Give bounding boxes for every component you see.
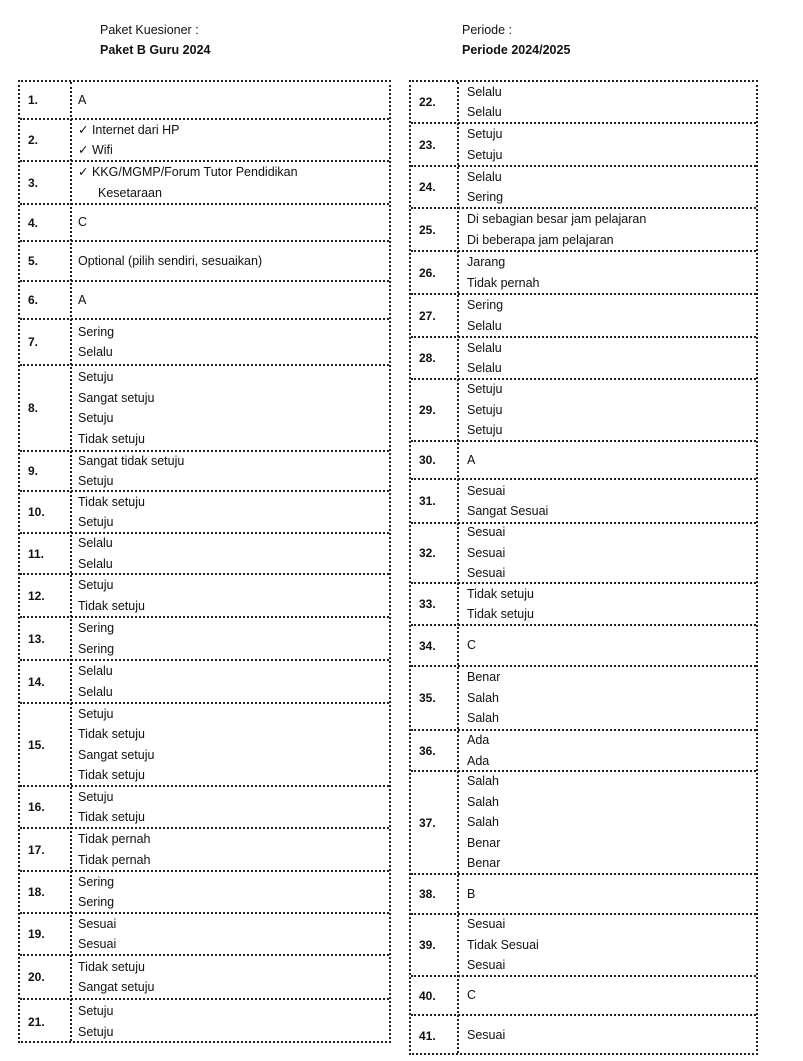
question-number: 15. [28, 737, 45, 752]
question-number: 7. [28, 335, 39, 349]
table-row [411, 915, 756, 977]
answer-line: Tidak setuju [78, 598, 145, 613]
answer-line: ✓ Wifi [78, 143, 113, 157]
question-number: 39. [419, 938, 436, 952]
answer-line: Setuju [78, 1004, 114, 1018]
table-row [20, 872, 389, 914]
question-number: 3. [28, 175, 39, 190]
answer-cell [78, 162, 385, 203]
table-row [411, 524, 756, 584]
answer-line: C [467, 638, 477, 653]
question-number: 11. [28, 546, 45, 561]
question-number: 6. [28, 293, 39, 307]
table-row [20, 242, 389, 282]
answer-cell [78, 704, 385, 785]
table-row [20, 205, 389, 242]
question-number: 18. [28, 885, 45, 899]
question-number: 25. [419, 222, 436, 237]
question-number: 2. [28, 133, 39, 147]
question-number: 20. [28, 970, 45, 984]
answer-line: Selalu [467, 361, 502, 375]
question-number: 1. [28, 93, 39, 107]
answer-line: Selalu [467, 84, 502, 99]
question-number: 32. [419, 546, 436, 560]
question-number: 33. [419, 597, 436, 611]
answer-line: Benar [467, 835, 501, 850]
paket-label: Paket Kuesioner : [100, 23, 199, 37]
answer-cell [467, 480, 752, 522]
answer-line: Setuju [78, 789, 114, 804]
table-row [20, 575, 389, 618]
table-row [20, 492, 389, 534]
answer-cell [467, 875, 752, 913]
answer-cell [78, 452, 385, 490]
answer-line: Sesuai [467, 545, 506, 560]
answer-line: Ada [467, 733, 490, 747]
answer-line: Salah [467, 794, 499, 809]
question-number: 17. [28, 842, 45, 857]
question-number: 34. [419, 638, 436, 653]
answer-line: Selalu [467, 105, 502, 119]
answer-line: Salah [467, 774, 499, 789]
answer-cell [467, 772, 752, 873]
answer-line: Tidak setuju [78, 768, 145, 782]
table-row [20, 162, 389, 205]
answer-cell [78, 120, 385, 160]
answer-line: ✓ Internet dari HP [78, 122, 180, 137]
answer-line: Sangat tidak setuju [78, 453, 185, 468]
periode-header [462, 20, 570, 60]
paket-header [100, 20, 210, 60]
answer-table-left [18, 80, 391, 1043]
answer-line: Tidak pernah [78, 852, 151, 867]
answer-line: Sesuai [467, 525, 506, 540]
answer-cell [467, 124, 752, 165]
table-row [411, 295, 756, 338]
table-row [411, 338, 756, 380]
answer-cell [467, 977, 752, 1014]
answer-line: Tidak setuju [78, 810, 145, 824]
question-number: 28. [419, 351, 436, 365]
question-number: 9. [28, 464, 39, 478]
answer-cell [467, 167, 752, 207]
answer-line: Setuju [467, 382, 503, 397]
table-row [20, 787, 389, 829]
answer-line: Setuju [78, 706, 114, 721]
answer-line: Sesuai [467, 917, 506, 932]
answer-cell [78, 492, 385, 532]
answer-line: A [78, 292, 87, 307]
question-number: 19. [28, 927, 45, 941]
answer-line: Tidak pernah [467, 275, 540, 290]
table-row [411, 380, 756, 442]
answer-line: Setuju [467, 147, 503, 162]
answer-line: Selalu [467, 318, 502, 333]
answer-table-right [409, 80, 758, 1055]
answer-line: B [467, 886, 476, 901]
answer-line: Kesetaraan [98, 185, 162, 200]
answer-line: Sangat setuju [78, 980, 155, 994]
table-row [20, 914, 389, 956]
answer-line: Tidak setuju [78, 959, 145, 974]
answer-line: Sesuai [78, 916, 117, 931]
answer-line: Salah [467, 815, 499, 830]
answer-cell [467, 915, 752, 975]
question-number: 5. [28, 254, 39, 268]
answer-cell [78, 242, 385, 280]
question-number: 27. [419, 308, 436, 323]
answer-cell [467, 338, 752, 378]
question-number: 26. [419, 265, 436, 280]
answer-line: Jarang [467, 255, 506, 269]
question-number: 30. [419, 453, 436, 467]
answer-line: Selalu [467, 340, 502, 355]
table-row [20, 829, 389, 872]
table-row [20, 618, 389, 661]
table-row [20, 320, 389, 366]
question-number: 10. [28, 505, 45, 519]
periode-value: Periode 2024/2025 [462, 43, 571, 57]
table-row [20, 120, 389, 162]
answer-line: Sesuai [467, 483, 506, 498]
table-row [20, 1000, 389, 1043]
answer-cell [78, 205, 385, 240]
question-number: 12. [28, 588, 45, 603]
answer-cell [467, 252, 752, 293]
answer-cell [78, 661, 385, 702]
answer-line: Sering [78, 324, 115, 339]
answer-line: Setuju [78, 370, 114, 384]
answer-line: Ada [467, 753, 490, 768]
question-number: 16. [28, 800, 45, 814]
answer-cell [467, 82, 752, 122]
answer-line: Sesuai [467, 566, 506, 581]
answer-cell [78, 872, 385, 912]
question-number: 13. [28, 631, 45, 646]
answer-line: A [467, 452, 476, 467]
answer-cell [467, 626, 752, 665]
answer-line: Setuju [78, 411, 114, 425]
answer-line: Sangat setuju [78, 747, 155, 762]
paket-value: Paket B Guru 2024 [100, 43, 211, 57]
table-row [20, 704, 389, 787]
answer-line: Tidak setuju [78, 727, 145, 741]
answer-line: Sering [78, 895, 115, 909]
table-row [411, 82, 756, 124]
answer-cell [467, 295, 752, 336]
question-number: 23. [419, 137, 436, 152]
table-row [20, 82, 389, 120]
answer-line: Setuju [78, 1024, 114, 1039]
answer-cell [467, 442, 752, 478]
answer-line: Di beberapa jam pelajaran [467, 232, 614, 247]
answer-line: Tidak setuju [467, 607, 534, 621]
answer-line: Sering [78, 641, 115, 656]
answer-cell [467, 731, 752, 770]
answer-line: Benar [467, 670, 501, 685]
answer-line: Sering [78, 874, 115, 889]
answer-line: Selalu [467, 169, 502, 184]
answer-cell [78, 82, 385, 118]
question-number: 14. [28, 674, 45, 689]
table-row [411, 667, 756, 731]
table-row [20, 661, 389, 704]
answer-line: Tidak setuju [467, 586, 534, 601]
answer-cell [467, 380, 752, 440]
answer-line: C [78, 215, 88, 230]
table-row [411, 442, 756, 480]
answer-line: C [467, 988, 477, 1003]
answer-line: Tidak setuju [78, 494, 145, 509]
table-row [411, 772, 756, 875]
answer-cell [78, 366, 385, 450]
question-number: 31. [419, 494, 436, 508]
answer-line: Sering [467, 190, 504, 204]
question-number: 8. [28, 401, 39, 415]
table-row [20, 534, 389, 575]
answer-line: Optional (pilih sendiri, sesuaikan) [78, 253, 263, 268]
question-number: 4. [28, 215, 39, 230]
answer-cell [78, 282, 385, 318]
answer-line: ✓ KKG/MGMP/Forum Tutor Pendidikan [78, 165, 298, 179]
answer-line: Setuju [467, 423, 503, 438]
answer-line: Tidak Sesuai [467, 937, 539, 952]
question-number: 29. [419, 403, 436, 417]
table-row [411, 584, 756, 626]
answer-line: Selalu [78, 345, 113, 359]
answer-line: Salah [467, 711, 499, 726]
question-number: 35. [419, 691, 436, 705]
answer-line: Setuju [78, 578, 114, 592]
table-row [411, 252, 756, 295]
answer-cell [467, 1016, 752, 1055]
answer-cell [78, 787, 385, 827]
answer-line: Sesuai [467, 1028, 506, 1043]
table-row [411, 977, 756, 1016]
question-number: 40. [419, 988, 436, 1003]
answer-line: Setuju [78, 474, 114, 488]
table-row [411, 731, 756, 772]
answer-line: Salah [467, 690, 499, 705]
question-number: 24. [419, 180, 436, 194]
answer-line: Sesuai [78, 937, 117, 951]
answer-cell [78, 534, 385, 573]
table-row [20, 366, 389, 452]
periode-label: Periode : [462, 23, 513, 37]
table-row [411, 209, 756, 252]
question-number: 22. [419, 95, 436, 109]
table-row [20, 956, 389, 1000]
answer-line: Sering [78, 621, 115, 635]
table-row [20, 282, 389, 320]
table-row [411, 875, 756, 915]
answer-cell [78, 914, 385, 954]
answer-line: Di sebagian besar jam pelajaran [467, 212, 647, 226]
answer-line: Setuju [78, 515, 114, 529]
question-number: 21. [28, 1014, 45, 1029]
table-row [411, 167, 756, 209]
answer-cell [78, 320, 385, 364]
question-number: 36. [419, 743, 436, 758]
answer-cell [78, 618, 385, 659]
answer-line: Tidak setuju [78, 431, 145, 446]
answer-line: Sangat Sesuai [467, 504, 549, 518]
table-row [20, 452, 389, 492]
question-number: 37. [419, 815, 436, 830]
answer-cell [467, 209, 752, 250]
question-number: 41. [419, 1028, 436, 1043]
answer-cell [467, 584, 752, 624]
answer-line: Setuju [467, 402, 503, 417]
table-row [411, 1016, 756, 1055]
table-row [411, 480, 756, 524]
answer-cell [467, 524, 752, 582]
answer-cell [467, 667, 752, 729]
answer-line: A [78, 92, 87, 107]
answer-cell [78, 829, 385, 870]
answer-line: Sesuai [467, 958, 506, 973]
answer-line: Selalu [78, 536, 113, 550]
answer-cell [78, 956, 385, 998]
table-row [411, 124, 756, 167]
question-number: 38. [419, 887, 436, 901]
answer-line: Selalu [78, 556, 113, 571]
answer-line: Selalu [78, 684, 113, 699]
answer-line: Setuju [467, 127, 503, 141]
answer-cell [78, 575, 385, 616]
answer-cell [78, 1000, 385, 1043]
answer-line: Benar [467, 856, 501, 871]
answer-line: Selalu [78, 664, 113, 678]
answer-line: Sangat setuju [78, 390, 155, 405]
table-row [411, 626, 756, 667]
answer-line: Tidak pernah [78, 832, 151, 846]
answer-line: Sering [467, 298, 504, 312]
